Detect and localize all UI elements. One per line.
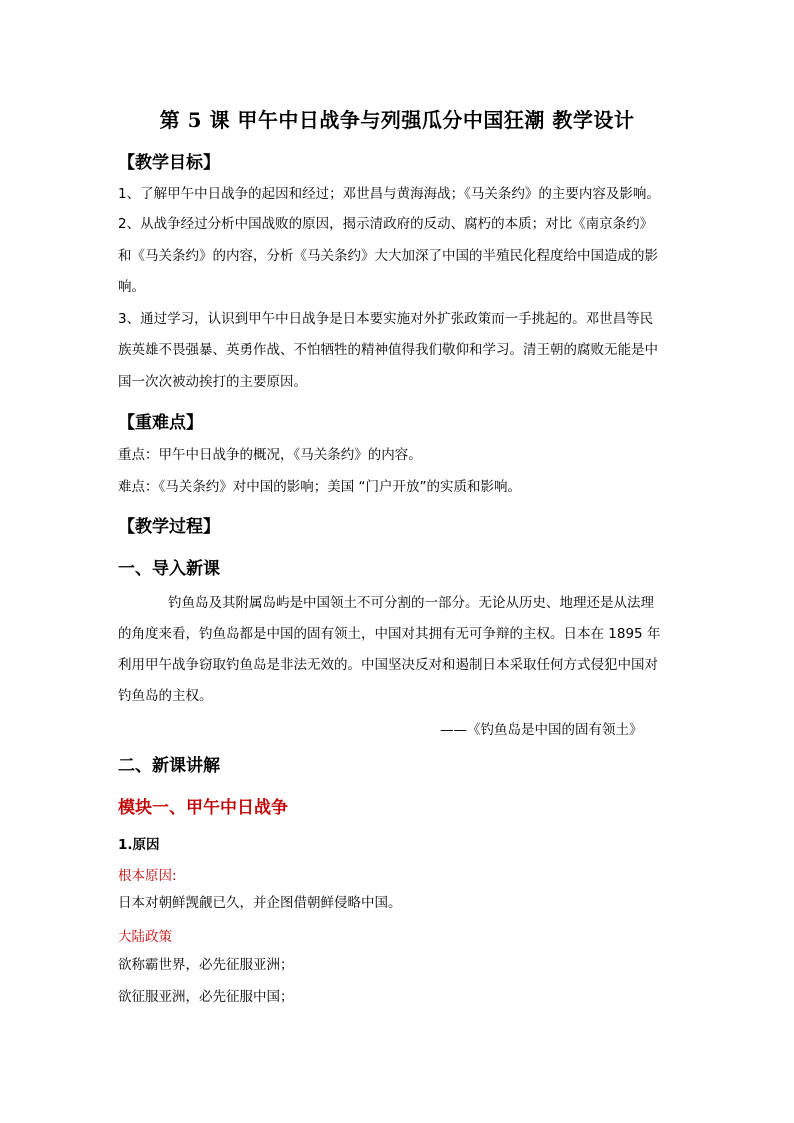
objective-line: 族英雄不畏强暴、英勇作战、不怕牺牲的精神值得我们敬仰和学习。清王朝的腐败无能是中 bbox=[118, 342, 658, 358]
new-lesson-heading: 二、新课讲解 bbox=[118, 756, 220, 776]
objective-line: 国一次次被动挨打的主要原因。 bbox=[118, 374, 307, 390]
policy-label: 大陆政策 bbox=[118, 929, 172, 945]
intro-line: 利用甲午战争窃取钓鱼岛是非法无效的。中国坚决反对和遏制日本采取任何方式侵犯中国对 bbox=[118, 657, 658, 673]
module-heading: 模块一、甲午中日战争 bbox=[118, 798, 288, 818]
policy-line: 欲征服亚洲，必先征服中国； bbox=[118, 989, 294, 1005]
key-point-line: 重点：甲午中日战争的概况，《马关条约》的内容。 bbox=[118, 447, 422, 463]
objectives-heading: 【教学目标】 bbox=[118, 153, 220, 173]
key-point-line: 难点：《马关条约》对中国的影响；美国 “门户开放”的实质和影响。 bbox=[118, 479, 522, 495]
intro-line: 钓鱼岛及其附属岛屿是中国领土不可分割的一部分。无论从历史、地理还是从法理 bbox=[168, 595, 654, 611]
root-cause-label: 根本原因: bbox=[118, 868, 177, 884]
document-title: 第 5 课 甲午中日战争与列强瓜分中国狂潮 教学设计 bbox=[159, 108, 635, 132]
objective-line: 2、从战争经过分析中国战败的原因，揭示清政府的反动、腐朽的本质；对比《南京条约》 bbox=[118, 216, 654, 232]
intro-line: 钓鱼岛的主权。 bbox=[118, 688, 213, 704]
objective-line: 3、通过学习，认识到甲午中日战争是日本要实施对外扩张政策而一手挑起的。邓世昌等民 bbox=[118, 311, 654, 327]
intro-quote-source: ——《钓鱼岛是中国的固有领土》 bbox=[440, 722, 643, 738]
root-cause-text: 日本对朝鲜觊觎已久，并企图借朝鲜侵略中国。 bbox=[118, 895, 402, 911]
intro-heading: 一、导入新课 bbox=[118, 559, 220, 579]
objective-line: 1、了解甲午中日战争的起因和经过；邓世昌与黄海海战；《马关条约》的主要内容及影响。 bbox=[118, 186, 660, 202]
intro-line: 的角度来看，钓鱼岛都是中国的固有领土，中国对其拥有无可争辩的主权。日本在 1895 年 bbox=[118, 626, 661, 642]
policy-line: 欲称霸世界，必先征服亚洲； bbox=[118, 957, 294, 973]
objective-line: 响。 bbox=[118, 279, 145, 295]
process-heading: 【教学过程】 bbox=[118, 517, 220, 537]
objective-line: 和《马关条约》的内容，分析《马关条约》大大加深了中国的半殖民化程度给中国造成的影 bbox=[118, 248, 658, 264]
cause-heading: 1.原因 bbox=[118, 837, 160, 853]
key-points-heading: 【重难点】 bbox=[118, 413, 203, 433]
